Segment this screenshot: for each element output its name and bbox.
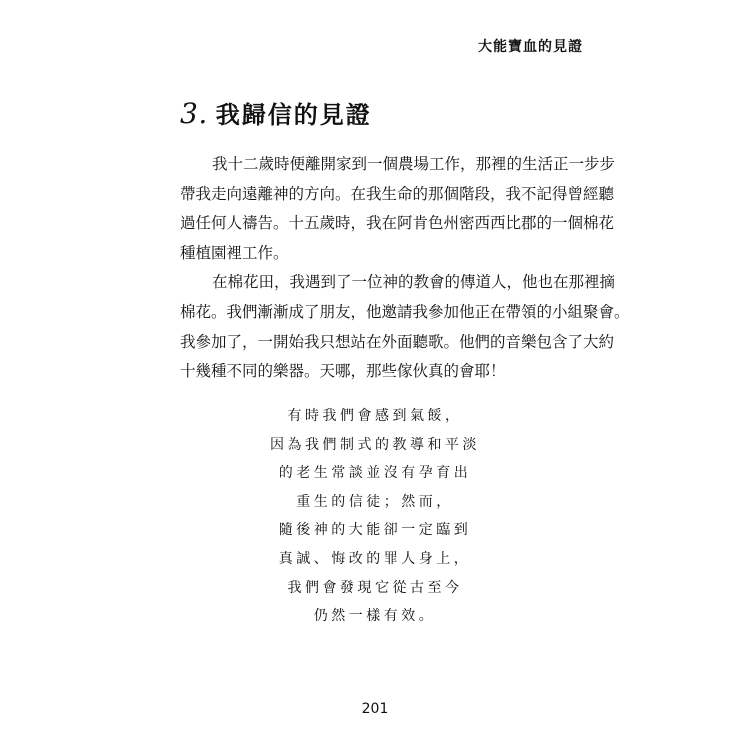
paragraph-line: 種植園裡工作。 bbox=[180, 243, 289, 262]
chapter-heading: 我歸信的見證 bbox=[215, 101, 372, 129]
chapter-number: 3. bbox=[180, 97, 208, 130]
chapter-title bbox=[180, 95, 372, 135]
running-header: 大能寶血的見證 bbox=[478, 39, 583, 55]
body-text bbox=[180, 150, 630, 387]
poem-line: 隨後神的大能卻一定臨到 bbox=[278, 522, 472, 539]
paragraph-line: 我參加了，一開始我只想站在外面聽歌。他們的音樂包含了大約 bbox=[180, 332, 615, 351]
paragraph-1 bbox=[180, 150, 616, 268]
poem-line: 我們會發現它從古至今 bbox=[287, 579, 463, 596]
paragraph-2 bbox=[180, 268, 630, 386]
poem-line: 仍然一樣有效。 bbox=[313, 608, 437, 625]
paragraph-line: 十幾種不同的樂器。天哪，那些傢伙真的會耶！ bbox=[180, 362, 506, 381]
paragraph-line: 帶我走向遠離神的方向。在我生命的那個階段，我不記得曾經聽 bbox=[180, 184, 615, 203]
poem-line: 真誠、悔改的罪人身上， bbox=[278, 550, 472, 567]
paragraph-line: 過任何人禱告。十五歲時，我在阿肯色州密西西比郡的一個棉花 bbox=[180, 214, 615, 233]
poem-line: 有時我們會感到氣餒， bbox=[287, 408, 463, 424]
poem-line: 重生的信徒；然而， bbox=[296, 493, 454, 510]
poem-line: 因為我們制式的教導和平淡 bbox=[270, 436, 480, 453]
poem-block bbox=[250, 402, 500, 631]
poem-line: 的老生常談並沒有孕育出 bbox=[278, 465, 472, 482]
paragraph-line: 在棉花田，我遇到了一位神的教會的傳道人，他也在那裡摘 bbox=[212, 273, 616, 292]
page-number: 201 bbox=[361, 701, 389, 717]
paragraph-line: 棉花。我們漸漸成了朋友，他邀請我參加他正在帶領的小組聚會。 bbox=[180, 302, 630, 321]
paragraph-line: 我十二歲時便離開家到一個農場工作，那裡的生活正一步步 bbox=[212, 155, 616, 173]
